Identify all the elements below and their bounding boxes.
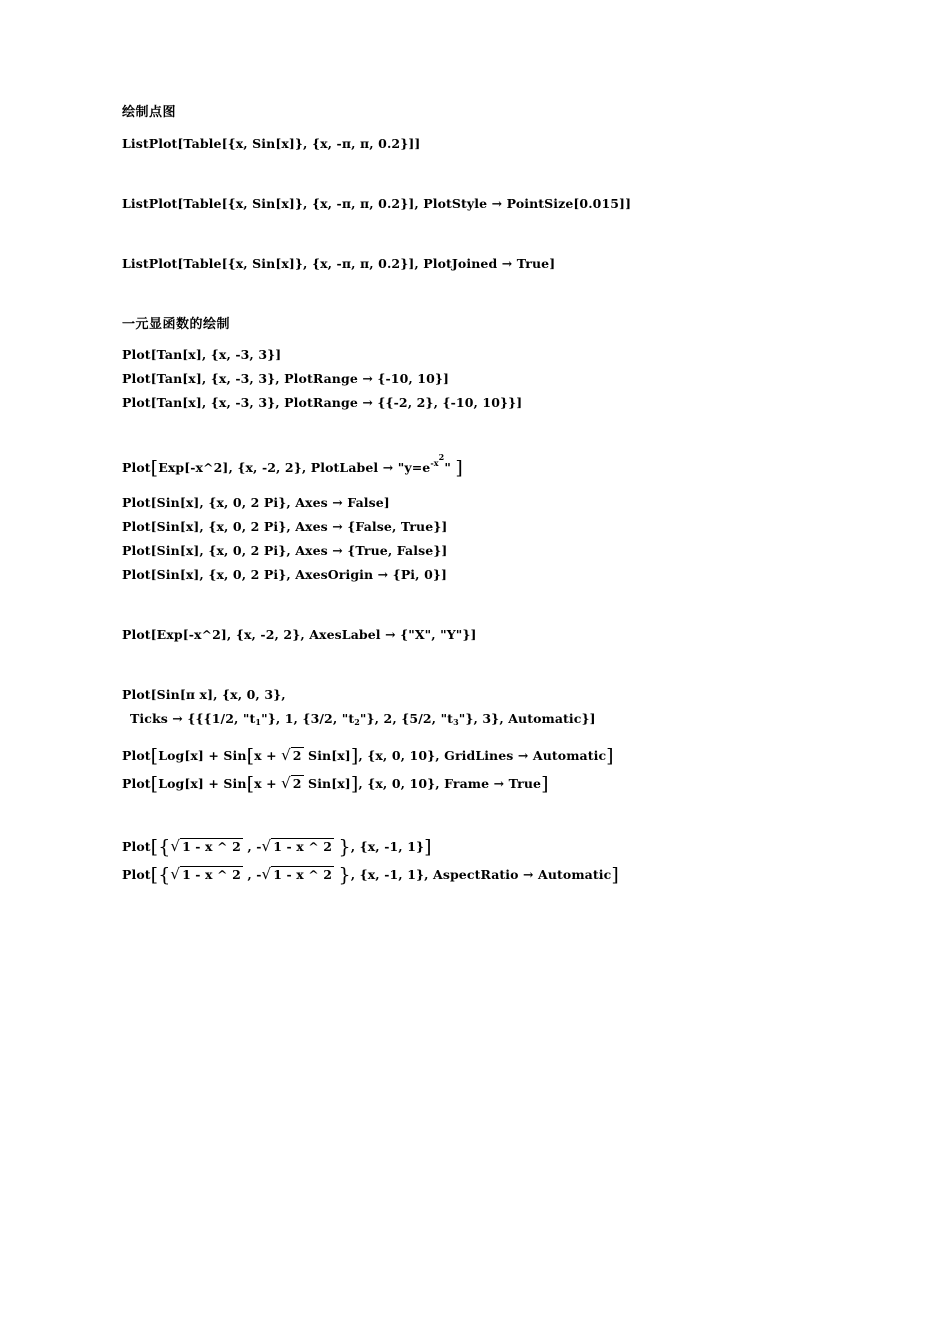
plot-word: Plot (122, 748, 151, 763)
plot-word: Plot (122, 867, 151, 882)
code-line: Plot[Tan[x], {x, -3, 3}] (122, 347, 282, 362)
code-line-plotlabel: Plot[Exp[-x^2], {x, -2, 2}, PlotLabel → "$y=e^{-x^2}$" ] (122, 452, 463, 479)
ticks-subscript: 3 (453, 717, 459, 727)
code-line: Plot[Exp[-x^2], {x, -2, 2}, AxesLabel → {"X", "Y"}] (122, 627, 477, 642)
circle-plot-post: , {x, -1, 1} (350, 839, 425, 854)
sqrt-symbol: √ 1 - x ^ 2 (170, 837, 241, 855)
ticks-part: "}, 1, {3/2, "t (261, 711, 355, 726)
code-line: Plot[Sin[x], {x, 0, 2 Pi}, AxesOrigin → {Pi, 0}] (122, 567, 448, 582)
plotlabel-args: Exp[-x^2], {x, -2, 2}, PlotLabel → "y=e (158, 460, 431, 475)
section-heading-point-plots: 绘制点图 (122, 105, 177, 120)
sqrt-radicand: 2 (292, 748, 302, 763)
sqrt-radicand: 1 - x ^ 2 (273, 867, 333, 882)
sqrt-radicand: 1 - x ^ 2 (273, 839, 333, 854)
plotlabel-suffix: " (444, 460, 451, 475)
plot-word: Plot (122, 839, 151, 854)
sqrt-radicand: 1 - x ^ 2 (182, 839, 241, 854)
log-plot-pre: Log[x] + Sin (158, 748, 247, 763)
code-line: ListPlot[Table[{x, Sin[x]}, {x, -π, π, 0.2}], PlotStyle → PointSize[0.015]] (122, 196, 632, 211)
section-heading-explicit-functions: 一元显函数的绘制 (122, 317, 231, 332)
log-plot-pre: Log[x] + Sin (158, 776, 247, 791)
code-line: Plot[Tan[x], {x, -3, 3}, PlotRange → {-10, 10}] (122, 371, 450, 386)
code-line: ListPlot[Table[{x, Sin[x]}, {x, -π, π, 0.2}]] (122, 136, 421, 151)
sqrt-symbol: √ 2 (281, 746, 302, 764)
code-line: Plot[Sin[x], {x, 0, 2 Pi}, Axes → {False, True}] (122, 519, 448, 534)
log-plot-post: , {x, 0, 10}, GridLines → Automatic (358, 748, 607, 763)
sqrt-symbol: √ 1 - x ^ 2 (261, 837, 333, 855)
ticks-subscript: 2 (354, 717, 360, 727)
ticks-subscript: 1 (255, 717, 262, 727)
log-plot-post: , {x, 0, 10}, Frame → True (358, 776, 542, 791)
code-line-ticks (130, 711, 596, 727)
code-line: Plot[Tan[x], {x, -3, 3}, PlotRange → {{-2, 2}, {-10, 10}}] (122, 395, 523, 410)
code-line: Plot[Sin[π x], {x, 0, 3}, (122, 687, 286, 702)
code-line: Plot[Sin[x], {x, 0, 2 Pi}, Axes → {True, False}] (122, 543, 448, 558)
sqrt-symbol: √ 1 - x ^ 2 (261, 865, 333, 883)
sqrt-symbol: √ 2 (281, 774, 302, 792)
log-plot-inner-post: Sin[x] (303, 776, 351, 791)
ticks-part: Ticks → {{{1/2, "t (130, 711, 256, 726)
sqrt-radicand: 1 - x ^ 2 (182, 867, 241, 882)
code-line-circle-plot: Plot[{√ 1 - x ^ 2 , -√ 1 - x ^ 2 }, {x, -1, 1}, AspectRatio → Automatic] (122, 864, 619, 886)
log-plot-inner-post: Sin[x] (303, 748, 351, 763)
circle-plot-post: , {x, -1, 1}, AspectRatio → Automatic (350, 867, 612, 882)
ticks-part: "}, 2, {5/2, "t (359, 711, 454, 726)
code-line: Plot[Sin[x], {x, 0, 2 Pi}, Axes → False] (122, 495, 390, 510)
code-line: ListPlot[Table[{x, Sin[x]}, {x, -π, π, 0.2}], PlotJoined → True] (122, 256, 556, 271)
ticks-part: "}, 3}, Automatic}] (458, 711, 596, 726)
plot-word: Plot (122, 776, 151, 791)
plotlabel-exponent: -x (430, 458, 439, 468)
sqrt-symbol: √ 1 - x ^ 2 (170, 865, 241, 883)
log-plot-inner-pre: x + (254, 748, 282, 763)
code-line-log-plot: Plot[Log[x] + Sin[x + √ 2 Sin[x]], {x, 0, 10}, Frame → True] (122, 773, 549, 795)
sqrt-radicand: 2 (292, 776, 302, 791)
code-line-log-plot: Plot[Log[x] + Sin[x + √ 2 Sin[x]], {x, 0, 10}, GridLines → Automatic] (122, 745, 614, 767)
log-plot-inner-pre: x + (254, 776, 282, 791)
plotlabel-exponent-power: 2 (438, 452, 445, 462)
plot-word: Plot (122, 460, 151, 475)
code-line-circle-plot: Plot[{√ 1 - x ^ 2 , -√ 1 - x ^ 2 }, {x, -1, 1}] (122, 836, 432, 858)
